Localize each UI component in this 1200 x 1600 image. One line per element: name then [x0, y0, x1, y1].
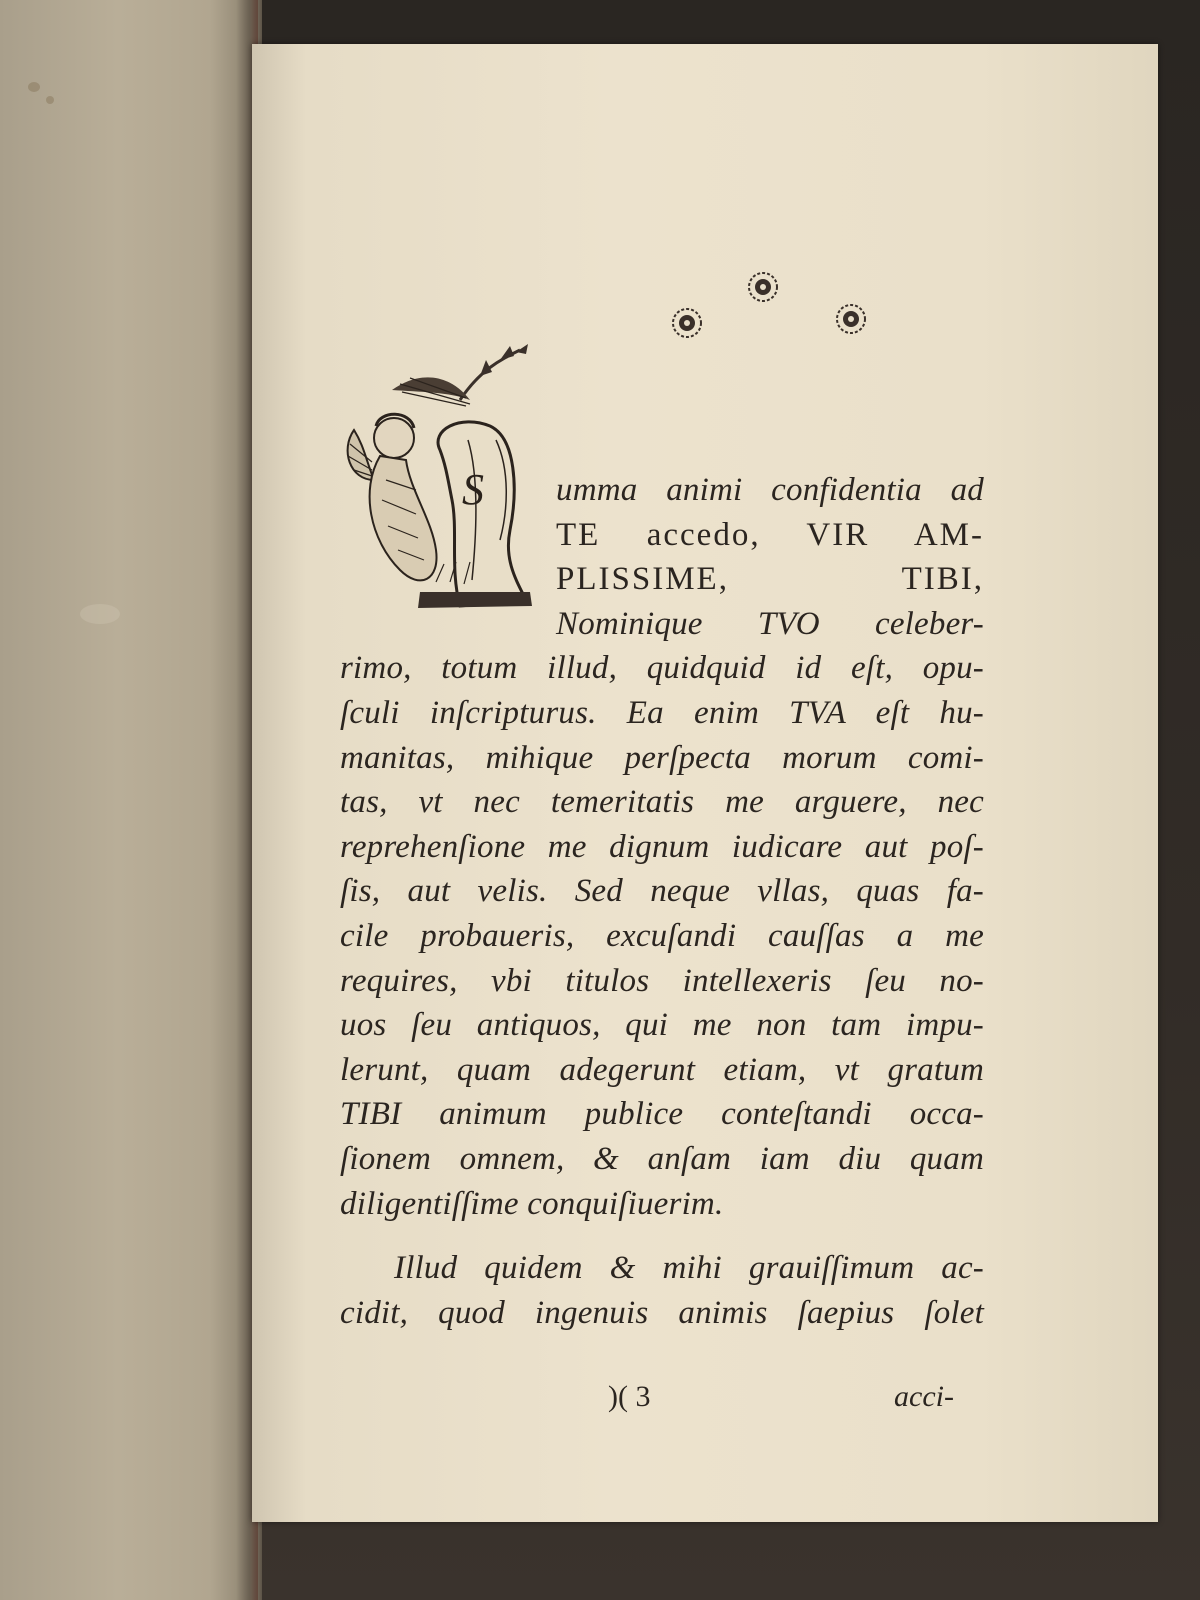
text-line: ſionem omnem, & anſam iam diu quam: [340, 1140, 984, 1177]
right-page: [252, 44, 1158, 1522]
foxing-spot: [28, 82, 40, 92]
text-line: Nominique TVO celeber-: [556, 605, 984, 642]
foxing-spot: [46, 96, 54, 104]
text-line: Illud quidem & mihi grauiſſimum ac-: [394, 1250, 984, 1287]
text-line: PLISSIME, TIBI,: [556, 561, 984, 598]
text-line: reprehenſione me dignum iudicare aut poſ-: [340, 828, 984, 865]
signature-mark: )( 3: [608, 1380, 651, 1413]
text-line: manitas, mihique perſpecta morum comi-: [340, 739, 984, 776]
text-line: cile probaueris, excuſandi cauſſas a me: [340, 917, 984, 954]
fleuron-icon: [834, 302, 868, 336]
fleuron-icon: [670, 306, 704, 340]
catchword: acci-: [894, 1380, 954, 1413]
text-line: uos ſeu antiquos, qui me non tam impu-: [340, 1007, 984, 1044]
text-line: diligentiſſime conquiſiuerim.: [340, 1185, 724, 1222]
text-line: requires, vbi titulos intellexeris ſeu no-: [340, 962, 984, 999]
fleuron-icon: [746, 270, 780, 304]
text-line: cidit, quod ingenuis animis ſaepius ſolet: [340, 1294, 984, 1331]
text-line: umma animi confidentia ad: [556, 472, 984, 508]
left-page: [0, 0, 262, 1600]
fleuron-ornament-group: [670, 280, 910, 360]
page-footer: [340, 1380, 984, 1420]
body-text: [340, 468, 984, 1335]
text-line: ſculi inſcripturus. Ea enim TVA eſt hu-: [340, 694, 984, 731]
paper-blemish: [80, 604, 120, 624]
text-line: lerunt, quam adegerunt etiam, vt gratum: [340, 1051, 984, 1088]
initial-letter: S: [462, 465, 484, 514]
text-line: TIBI animum publice conteſtandi occa-: [340, 1096, 984, 1133]
text-line: tas, vt nec temeritatis me arguere, nec: [340, 784, 984, 821]
text-line: TE accedo, VIR AM-: [556, 516, 984, 553]
text-line: ſis, aut velis. Sed neque vllas, quas fa-: [340, 873, 984, 910]
text-line: rimo, totum illud, quidquid id eſt, opu-: [340, 650, 984, 687]
